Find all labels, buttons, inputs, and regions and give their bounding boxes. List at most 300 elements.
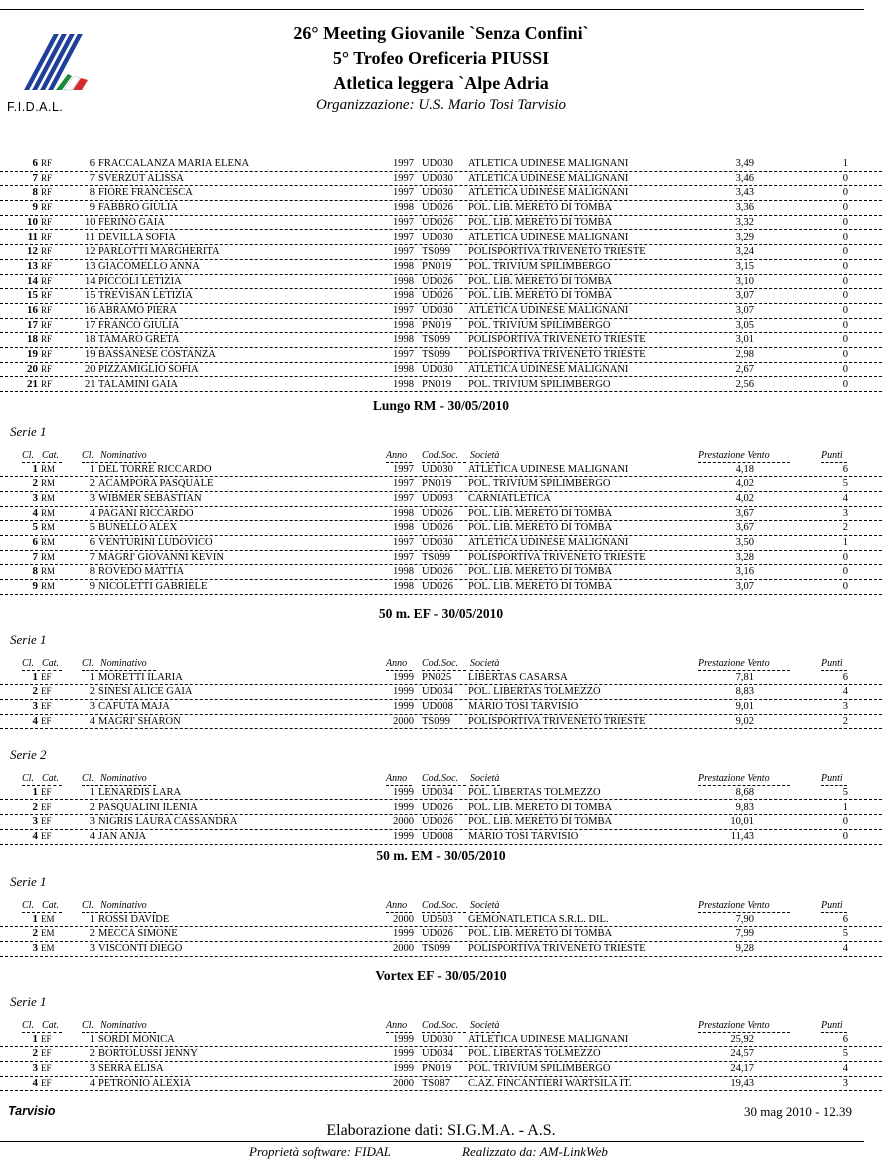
- col-codsoc: Cod.Soc.: [422, 658, 459, 669]
- numero: 4: [89, 1077, 95, 1089]
- societa: POL. TRIVIUM SPILIMBERGO: [468, 1062, 611, 1074]
- categoria: RM: [41, 566, 56, 577]
- prestazione: 3,49: [735, 158, 754, 169]
- classifica: 3: [32, 941, 38, 954]
- cod-soc: UD034: [422, 1048, 453, 1060]
- categoria: EF: [41, 1077, 52, 1088]
- nominativo: FIORE FRANCESCA: [98, 187, 193, 199]
- punti: 0: [842, 246, 848, 258]
- societa: POL. TRIVIUM SPILIMBERGO: [468, 478, 611, 490]
- col-nominativo: Nominativo: [100, 900, 147, 911]
- numero: 9: [89, 581, 95, 593]
- numero: 1: [89, 786, 95, 798]
- col-codsoc: Cod.Soc.: [422, 450, 459, 461]
- categoria: EF: [41, 786, 52, 797]
- anno: 2000: [393, 1077, 414, 1089]
- col-cl: Cl.: [22, 773, 34, 785]
- societa: POL. LIB. MERETO DI TOMBA: [468, 581, 613, 593]
- footer-rule: [0, 1141, 864, 1142]
- anno: 1997: [393, 349, 414, 361]
- prestazione: 3,01: [735, 334, 754, 346]
- prestazione: 3,07: [735, 581, 754, 593]
- result-row: [0, 830, 882, 845]
- result-row: [0, 319, 882, 334]
- societa: POLISPORTIVA TRIVENETO TRIESTE: [468, 942, 646, 954]
- numero: 2: [89, 686, 95, 698]
- societa: LIBERTAS CASARSA: [468, 671, 568, 683]
- prestazione: 9,01: [735, 700, 754, 712]
- punti: 0: [842, 187, 848, 199]
- result-row: [0, 685, 882, 700]
- numero: 1: [89, 671, 95, 683]
- numero: 2: [89, 478, 95, 490]
- punti: 0: [842, 319, 848, 331]
- punti: 1: [842, 801, 848, 813]
- result-row: [0, 348, 882, 363]
- nominativo: NIGRIS LAURA CASSANDRA: [98, 816, 238, 828]
- result-row: [0, 260, 882, 275]
- col-punti: Punti: [821, 450, 843, 461]
- col-cl2: Cl.: [82, 1020, 94, 1031]
- anno: 1998: [393, 581, 414, 593]
- punti: 0: [842, 290, 848, 302]
- numero: 1: [89, 463, 95, 475]
- nominativo: ABRAMO PIERA: [98, 305, 178, 316]
- punti: 5: [842, 928, 848, 940]
- footer-elaborazione: Elaborazione dati: SI.G.M.A. - A.S.: [326, 1122, 556, 1139]
- result-row: [0, 201, 882, 216]
- nominativo: DEVILLA SOFIA: [98, 231, 176, 243]
- punti: 0: [842, 816, 848, 828]
- societa: POL. LIB. MERETO DI TOMBA: [468, 566, 613, 578]
- anno: 1999: [393, 801, 414, 813]
- prestazione: 2,98: [735, 349, 754, 361]
- classifica: 17: [27, 318, 38, 331]
- numero: 12: [85, 246, 96, 258]
- result-row: [0, 815, 882, 830]
- nominativo: ROSSI DAVIDE: [98, 913, 170, 925]
- nominativo: PIZZAMIGLIO SOFIA: [98, 363, 199, 375]
- col-cl: Cl.: [22, 900, 34, 911]
- anno: 1997: [393, 246, 414, 258]
- categoria: RM: [41, 551, 56, 562]
- prestazione: 3,05: [735, 319, 754, 331]
- numero: 14: [85, 275, 96, 287]
- nominativo: SINESI ALICE GAIA: [98, 686, 193, 698]
- societa: MARIO TOSI TARVISIO: [468, 830, 579, 842]
- categoria: RF: [41, 172, 53, 183]
- categoria: RF: [41, 363, 53, 374]
- anno: 1999: [393, 671, 414, 683]
- section-title: 50 m. EM - 30/05/2010: [376, 848, 506, 863]
- nominativo: MECCA SIMONE: [98, 928, 178, 940]
- column-header: [0, 773, 882, 786]
- prestazione: 3,07: [735, 290, 754, 302]
- nominativo: FABBRO GIULIA: [98, 202, 179, 214]
- categoria: EF: [41, 686, 52, 697]
- column-header: [0, 900, 882, 913]
- punti: 0: [842, 551, 848, 563]
- punti: 2: [842, 522, 848, 534]
- categoria: RF: [41, 231, 53, 242]
- result-row: [0, 671, 882, 686]
- classifica: 21: [27, 377, 38, 390]
- categoria: RF: [41, 290, 53, 301]
- classifica: 14: [27, 274, 38, 287]
- punti: 1: [842, 158, 848, 169]
- classifica: 10: [27, 215, 38, 228]
- prestazione: 19,43: [730, 1077, 754, 1089]
- prestazione: 7,90: [735, 913, 754, 925]
- col-cl: Cl.: [22, 1020, 34, 1031]
- classifica: 2: [32, 477, 38, 490]
- nominativo: FERINO GAIA: [98, 216, 165, 228]
- punti: 4: [842, 492, 848, 504]
- punti: 4: [842, 942, 848, 954]
- punti: 1: [842, 537, 848, 548]
- cod-soc: UD030: [422, 231, 453, 243]
- nominativo: TALAMINI GAIA: [98, 378, 178, 390]
- classifica: 2: [32, 1047, 38, 1060]
- footer-datetime: 30 mag 2010 - 12.39: [744, 1104, 852, 1119]
- categoria: RF: [41, 305, 53, 315]
- prestazione: 9,28: [735, 942, 754, 954]
- col-societa: Società: [470, 1020, 500, 1031]
- section-title: Vortex EF - 30/05/2010: [375, 968, 507, 983]
- result-row: [0, 231, 882, 246]
- cod-soc: UD008: [422, 830, 453, 842]
- anno: 1997: [393, 305, 414, 316]
- categoria: EM: [41, 942, 55, 953]
- numero: 21: [85, 378, 96, 390]
- cod-soc: UD026: [422, 216, 453, 228]
- anno: 1998: [393, 334, 414, 346]
- classifica: 15: [27, 289, 38, 302]
- anno: 1997: [393, 187, 414, 199]
- col-societa: Società: [470, 658, 500, 669]
- col-punti: Punti: [821, 773, 843, 785]
- nominativo: ROVEDO MATTIA: [98, 566, 185, 578]
- classifica: 4: [32, 714, 38, 727]
- col-anno: Anno: [386, 900, 408, 911]
- nominativo: VISCONTI DIEGO: [98, 942, 183, 954]
- punti: 0: [842, 334, 848, 346]
- numero: 2: [89, 928, 95, 940]
- cod-soc: TS099: [422, 551, 451, 563]
- anno: 1999: [393, 700, 414, 712]
- nominativo: MAGRI' SHARON: [98, 715, 181, 727]
- classifica: 3: [32, 491, 38, 504]
- nominativo: VENTURINI LUDOVICO: [98, 537, 213, 548]
- result-row: [0, 463, 882, 478]
- cod-soc: UD030: [422, 305, 453, 316]
- result-row: [0, 216, 882, 231]
- punti: 5: [842, 478, 848, 490]
- col-punti: Punti: [821, 900, 843, 911]
- cod-soc: TS087: [422, 1077, 451, 1089]
- punti: 0: [842, 305, 848, 316]
- classifica: 3: [32, 699, 38, 712]
- result-row: [0, 1033, 882, 1048]
- result-row: [0, 551, 882, 566]
- anno: 1997: [393, 463, 414, 475]
- categoria: RM: [41, 581, 56, 592]
- punti: 0: [842, 566, 848, 578]
- cod-soc: UD030: [422, 1033, 453, 1045]
- prestazione: 3,29: [735, 231, 754, 243]
- prestazione: 3,32: [735, 216, 754, 228]
- prestazione: 24,57: [730, 1048, 754, 1060]
- cod-soc: TS099: [422, 942, 451, 954]
- punti: 4: [842, 1062, 848, 1074]
- prestazione: 4,02: [735, 478, 754, 490]
- numero: 3: [89, 1062, 95, 1074]
- col-prestazione-vento: Prestazione Vento: [698, 1020, 770, 1031]
- cod-soc: UD030: [422, 158, 453, 169]
- anno: 2000: [393, 913, 414, 925]
- anno: 1998: [393, 275, 414, 287]
- classifica: 1: [32, 1032, 38, 1045]
- societa: POL. TRIVIUM SPILIMBERGO: [468, 260, 611, 272]
- prestazione: 4,18: [735, 463, 754, 475]
- prestazione: 3,50: [735, 537, 754, 548]
- numero: 2: [89, 801, 95, 813]
- classifica: 1: [32, 670, 38, 683]
- nominativo: SERRA ELISA: [98, 1062, 164, 1074]
- punti: 5: [842, 1048, 848, 1060]
- classifica: 11: [27, 230, 38, 243]
- punti: 3: [842, 507, 848, 519]
- societa: POL. LIBERTAS TOLMEZZO: [468, 686, 601, 698]
- anno: 1999: [393, 830, 414, 842]
- nominativo: WIBMER SEBASTIAN: [98, 492, 202, 504]
- col-anno: Anno: [386, 773, 408, 785]
- col-anno: Anno: [386, 450, 408, 461]
- numero: 9: [89, 202, 95, 214]
- societa: POLISPORTIVA TRIVENETO TRIESTE: [468, 334, 646, 346]
- classifica: 1: [32, 462, 38, 475]
- numero: 10: [85, 216, 96, 228]
- col-cl: Cl.: [22, 450, 34, 461]
- col-nominativo: Nominativo: [100, 773, 147, 785]
- societa: POL. LIB. MERETO DI TOMBA: [468, 275, 613, 287]
- section-title: 50 m. EF - 30/05/2010: [378, 606, 504, 621]
- result-row: [0, 801, 882, 816]
- numero: 17: [85, 319, 96, 331]
- numero: 19: [85, 349, 96, 361]
- societa: ATLETICA UDINESE MALIGNANI: [468, 158, 629, 169]
- result-row: [0, 715, 882, 730]
- footer-proprieta: Proprietà software: FIDAL: [249, 1144, 392, 1159]
- col-cl2: Cl.: [82, 658, 94, 669]
- cod-soc: TS099: [422, 246, 451, 258]
- classifica: 7: [32, 550, 38, 563]
- cod-soc: PN019: [422, 260, 452, 272]
- meeting-title: 26° Meeting Giovanile `Senza Confini`: [293, 23, 589, 43]
- cod-soc: UD030: [422, 363, 453, 375]
- prestazione: 3,24: [735, 246, 754, 258]
- prestazione: 3,67: [735, 522, 754, 534]
- punti: 0: [842, 830, 848, 842]
- societa: POL. TRIVIUM SPILIMBERGO: [468, 378, 611, 390]
- categoria: EF: [41, 1033, 52, 1044]
- top-rule: [0, 9, 864, 10]
- societa: ATLETICA UDINESE MALIGNANI: [468, 187, 629, 199]
- societa: MARIO TOSI TARVISIO: [468, 700, 579, 712]
- punti: 6: [842, 463, 848, 475]
- result-row: [0, 913, 882, 928]
- prestazione: 7,99: [735, 928, 754, 940]
- series-label: Serie 1: [10, 632, 47, 647]
- classifica: 6: [32, 157, 38, 169]
- cod-soc: PN019: [422, 478, 452, 490]
- footer-realizzato: Realizzato da: AM-LinkWeb: [462, 1144, 608, 1159]
- classifica: 3: [32, 815, 38, 828]
- result-row: [0, 1047, 882, 1062]
- categoria: EF: [41, 816, 52, 827]
- anno: 1998: [393, 507, 414, 519]
- result-row: [0, 157, 882, 172]
- section-title: Lungo RM - 30/05/2010: [372, 398, 510, 413]
- result-row: [0, 786, 882, 801]
- nominativo: NICOLETTI GABRIELE: [98, 581, 208, 593]
- punti: 4: [842, 686, 848, 698]
- prestazione: 9,02: [735, 715, 754, 727]
- anno: 1997: [393, 478, 414, 490]
- trophy-title: 5° Trofeo Oreficeria PIUSSI: [332, 48, 550, 68]
- nominativo: FRACCALANZA MARIA ELENA: [98, 158, 250, 169]
- series-label: Serie 2: [10, 747, 47, 763]
- anno: 1998: [393, 378, 414, 390]
- categoria: RF: [41, 158, 53, 168]
- result-row: [0, 700, 882, 715]
- anno: 2000: [393, 715, 414, 727]
- event-title: Atletica leggera `Alpe Adria: [333, 73, 549, 93]
- nominativo: TREVISAN LETIZIA: [98, 290, 193, 302]
- anno: 1998: [393, 319, 414, 331]
- numero: 2: [89, 1048, 95, 1060]
- cod-soc: UD026: [422, 928, 453, 940]
- numero: 3: [89, 942, 95, 954]
- categoria: RM: [41, 463, 56, 474]
- col-prestazione-vento: Prestazione Vento: [698, 773, 770, 785]
- categoria: RF: [41, 246, 53, 257]
- punti: 6: [842, 1033, 848, 1045]
- col-anno: Anno: [386, 658, 408, 669]
- nominativo: LENARDIS LARA: [98, 786, 182, 798]
- result-row: [0, 378, 882, 393]
- col-nominativo: Nominativo: [100, 1020, 147, 1031]
- anno: 2000: [393, 816, 414, 828]
- classifica: 19: [27, 348, 38, 361]
- cod-soc: TS099: [422, 334, 451, 346]
- result-row: [0, 275, 882, 290]
- nominativo: DEL TORRE RICCARDO: [98, 463, 212, 475]
- col-prestazione-vento: Prestazione Vento: [698, 450, 770, 461]
- col-prestazione-vento: Prestazione Vento: [698, 900, 770, 911]
- cod-soc: UD034: [422, 786, 453, 798]
- punti: 0: [842, 202, 848, 214]
- societa: POL. LIB. MERETO DI TOMBA: [468, 522, 613, 534]
- classifica: 4: [32, 506, 38, 519]
- societa: CARNIATLETICA: [468, 492, 551, 504]
- result-row: [0, 333, 882, 348]
- societa: ATLETICA UDINESE MALIGNANI: [468, 537, 629, 548]
- nominativo: GIACOMELLO ANNA: [98, 260, 200, 272]
- nominativo: ACAMPORA PASQUALE: [98, 478, 214, 490]
- punti: 0: [842, 363, 848, 375]
- col-cl2: Cl.: [82, 773, 94, 785]
- classifica: 20: [27, 362, 38, 375]
- societa: ATLETICA UDINESE MALIGNANI: [468, 305, 629, 316]
- societa: POL. LIB. MERETO DI TOMBA: [468, 801, 613, 813]
- punti: 0: [842, 378, 848, 390]
- anno: 2000: [393, 942, 414, 954]
- anno: 1997: [393, 492, 414, 504]
- nominativo: CAFUTA MAJA: [98, 700, 170, 712]
- result-row: [0, 304, 882, 319]
- categoria: RF: [41, 349, 53, 360]
- anno: 1998: [393, 363, 414, 375]
- classifica: 4: [32, 829, 38, 842]
- categoria: RM: [41, 492, 56, 503]
- col-cat: Cat.: [42, 900, 59, 911]
- classifica: 8: [32, 186, 38, 199]
- cod-soc: UD026: [422, 507, 453, 519]
- societa: ATLETICA UDINESE MALIGNANI: [468, 363, 629, 375]
- numero: 11: [85, 231, 96, 243]
- col-codsoc: Cod.Soc.: [422, 1020, 459, 1031]
- punti: 0: [842, 260, 848, 272]
- categoria: RF: [41, 275, 53, 286]
- numero: 8: [89, 187, 95, 199]
- punti: 0: [842, 581, 848, 593]
- punti: 0: [842, 231, 848, 243]
- column-header: [0, 450, 882, 463]
- categoria: EM: [41, 913, 55, 924]
- classifica: 1: [32, 912, 38, 925]
- nominativo: BASSANESE COSTANZA: [98, 349, 216, 361]
- societa: POL. LIB. MERETO DI TOMBA: [468, 290, 613, 302]
- numero: 3: [89, 492, 95, 504]
- cod-soc: PN019: [422, 319, 452, 331]
- numero: 7: [89, 172, 95, 184]
- cod-soc: PN019: [422, 378, 452, 390]
- cod-soc: UD030: [422, 537, 453, 548]
- nominativo: JAN ANJA: [98, 830, 147, 842]
- numero: 4: [89, 830, 95, 842]
- numero: 8: [89, 566, 95, 578]
- cod-soc: UD026: [422, 581, 453, 593]
- col-nominativo: Nominativo: [100, 450, 147, 461]
- series-label: Serie 1: [10, 874, 47, 889]
- nominativo: PAGANI RICCARDO: [98, 507, 194, 519]
- anno: 1998: [393, 522, 414, 534]
- cod-soc: UD034: [422, 686, 453, 698]
- classifica: 4: [32, 1076, 38, 1089]
- nominativo: BUNELLO ALEX: [98, 522, 178, 534]
- categoria: RM: [41, 478, 56, 489]
- col-prestazione-vento: Prestazione Vento: [698, 658, 770, 669]
- cod-soc: UD026: [422, 275, 453, 287]
- result-row: [0, 1062, 882, 1077]
- nominativo: TAMARO GRETA: [98, 334, 180, 346]
- col-anno: Anno: [386, 1020, 408, 1031]
- result-row: [0, 536, 882, 551]
- societa: GEMONATLETICA S.R.L. DIL.: [468, 913, 609, 925]
- cod-soc: UD026: [422, 290, 453, 302]
- anno: 1998: [393, 566, 414, 578]
